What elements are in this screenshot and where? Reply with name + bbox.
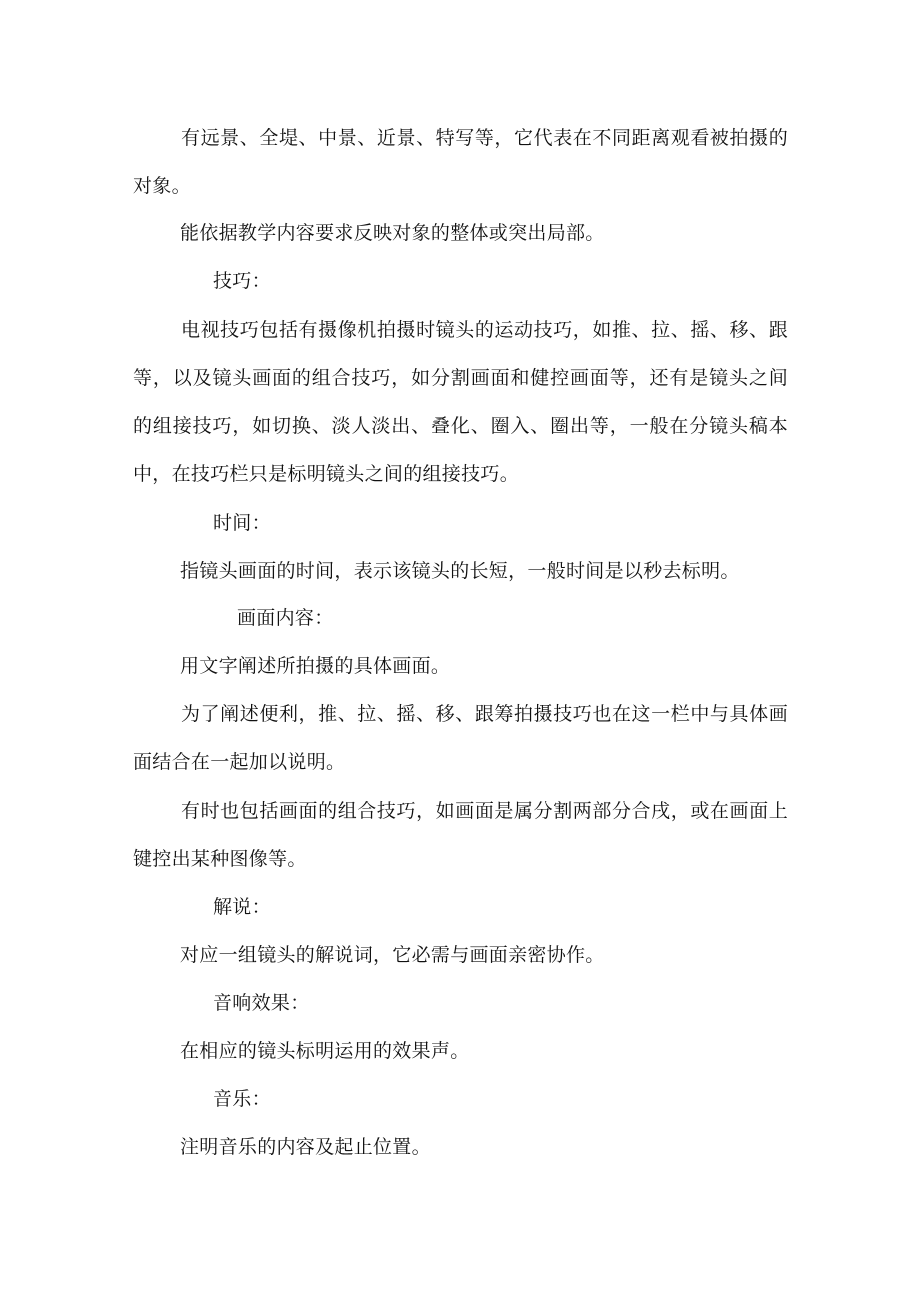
- paragraph-teaching-content: 能依据教学内容要求反映对象的整体或突出局部。: [180, 222, 605, 244]
- heading-time: 时间：: [213, 512, 271, 534]
- paragraph-shooting-technique: 为了阐述便利，推、拉、摇、移、跟筹拍摄技巧也在这一栏中与具体画面结合在一起加以说明。: [133, 703, 788, 773]
- paragraph-combination-technique: 有时也包括画面的组合技巧，如画面是属分割两部分合戌，或在画面上键控出某种图像等。: [133, 800, 788, 870]
- paragraph-time-desc: 指镜头画面的时间，表示该镜头的长短，一般时间是以秒去标明。: [180, 560, 740, 582]
- paragraph-music-desc: 注明音乐的内容及起止位置。: [180, 1136, 431, 1158]
- paragraph-tv-technique: 电视技巧包括有摄像机拍摄时镜头的运动技巧，如推、拉、摇、移、跟等，以及镜头画面的组合技巧，如分割画面和健控画面等，还有是镜头之间的组接技巧，如切换、淡人淡出、叠化、圈入、圈出等，一般在分镜头稿本中，在技巧栏只是标明镜头之间的组接技巧。: [133, 319, 788, 485]
- paragraph-sound-effects-desc: 在相应的镜头标明运用的效果声。: [180, 1040, 470, 1062]
- heading-music: 音乐：: [213, 1088, 271, 1110]
- paragraph-narration-desc: 对应一组镜头的解说词，它必需与画面亲密协作。: [180, 944, 605, 966]
- heading-narration: 解说：: [213, 896, 271, 918]
- heading-sound-effects: 音响效果：: [213, 992, 310, 1014]
- paragraph-shot-types: 有远景、全堤、中景、近景、特写等，它代表在不同距离观看被拍摄的对象。: [133, 127, 788, 197]
- heading-frame-content: 画面内容：: [237, 607, 334, 629]
- heading-technique: 技巧：: [213, 270, 271, 292]
- paragraph-frame-text: 用文字阐述所拍摄的具体画面。: [180, 655, 451, 677]
